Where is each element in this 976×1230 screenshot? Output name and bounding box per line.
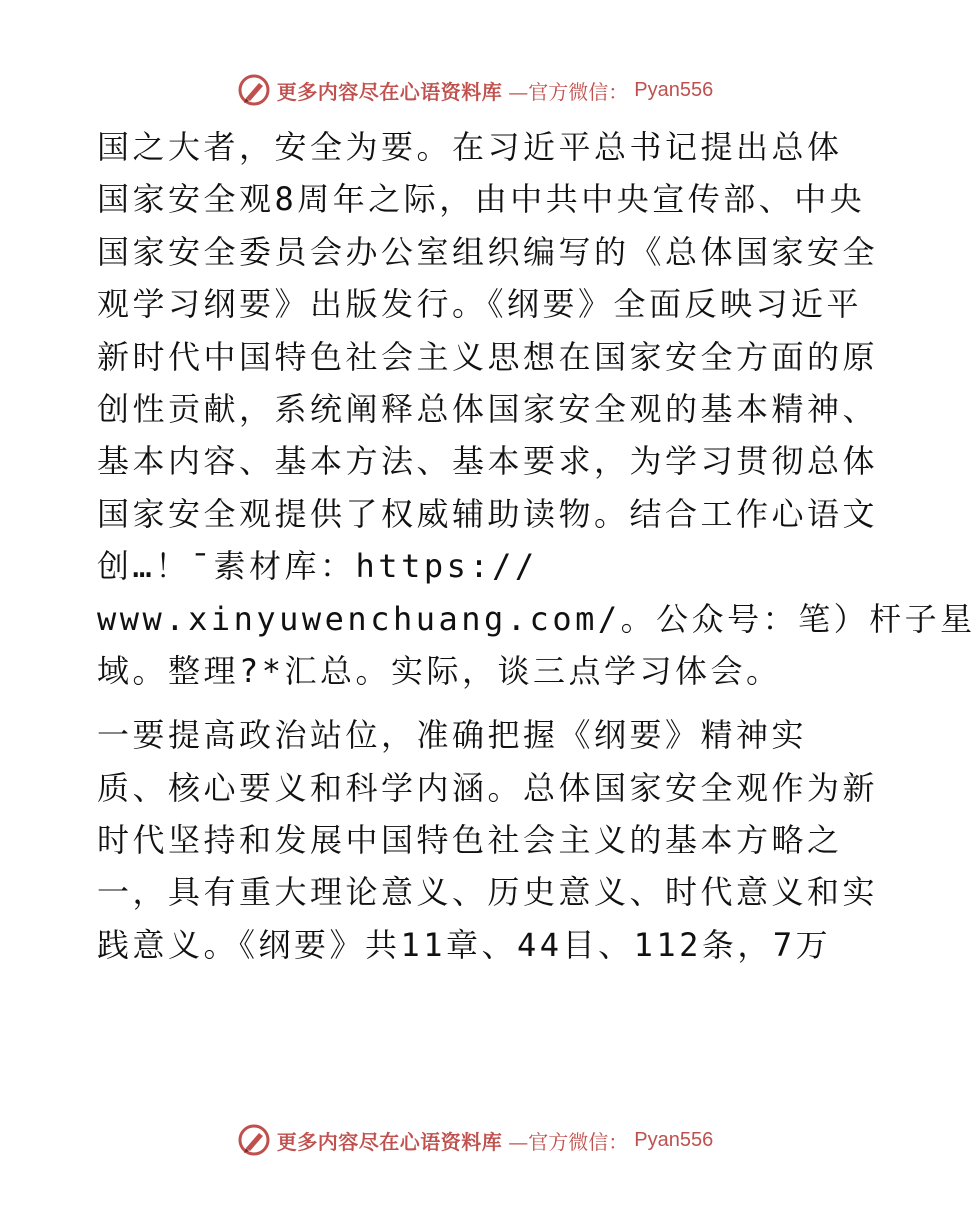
- text-line: www.xinyuwenchuang.com/。公众号：笔）杆子星: [97, 599, 976, 638]
- footer-banner: [0, 1120, 950, 1160]
- text-line: 践意义。《纲要》共11章、44目、112条，7万: [97, 925, 832, 964]
- text-line: 一，具有重大理论意义、历史意义、时代意义和实: [97, 873, 879, 912]
- text-line: 一要提高政治站位，准确把握《纲要》精神实: [97, 716, 808, 755]
- text-line: 创性贡献，系统阐释总体国家安全观的基本精神、: [97, 389, 879, 428]
- header-contact-label: —官方微信：: [508, 79, 629, 104]
- text-line: 国之大者，安全为要。在习近平总书记提出总体: [97, 128, 843, 166]
- text-line: 时代坚持和发展中国特色社会主义的基本方略之: [97, 821, 843, 860]
- text-line: 基本内容、基本方法、基本要求，为学习贯彻总体: [97, 442, 879, 481]
- header-promo-text: 更多内容尽在心语资料库: [276, 79, 503, 104]
- footer-contact-label: —官方微信：: [508, 1129, 629, 1154]
- paragraph-gap: [97, 697, 857, 709]
- paragraph-1: [97, 121, 976, 697]
- footer-promo-text: 更多内容尽在心语资料库: [276, 1129, 503, 1154]
- header-banner: [0, 70, 950, 110]
- footer-wechat-handle: Pyan556: [634, 1128, 714, 1151]
- header-wechat-handle: Pyan556: [634, 78, 714, 101]
- paragraph-2: [97, 709, 879, 971]
- text-line: 质、核心要义和科学内涵。总体国家安全观作为新: [97, 768, 879, 807]
- text-line: 国家安全观8周年之际，由中共中央宣传部、中央: [97, 180, 866, 219]
- pen-logo-icon: [237, 73, 271, 107]
- text-line: 创…！¯素材库：https://: [97, 547, 538, 586]
- text-line: 国家安全观提供了权威辅助读物。结合工作心语文: [97, 494, 879, 533]
- text-line: 域。整理?*汇总。实际，谈三点学习体会。: [97, 651, 782, 690]
- body-text: [97, 121, 976, 971]
- text-line: 国家安全委员会办公室组织编写的《总体国家安全: [97, 232, 879, 271]
- text-line: 新时代中国特色社会主义思想在国家安全方面的原: [97, 337, 879, 376]
- pen-logo-icon: [237, 1123, 271, 1157]
- text-line: 观学习纲要》出版发行。《纲要》全面反映习近平: [97, 285, 863, 324]
